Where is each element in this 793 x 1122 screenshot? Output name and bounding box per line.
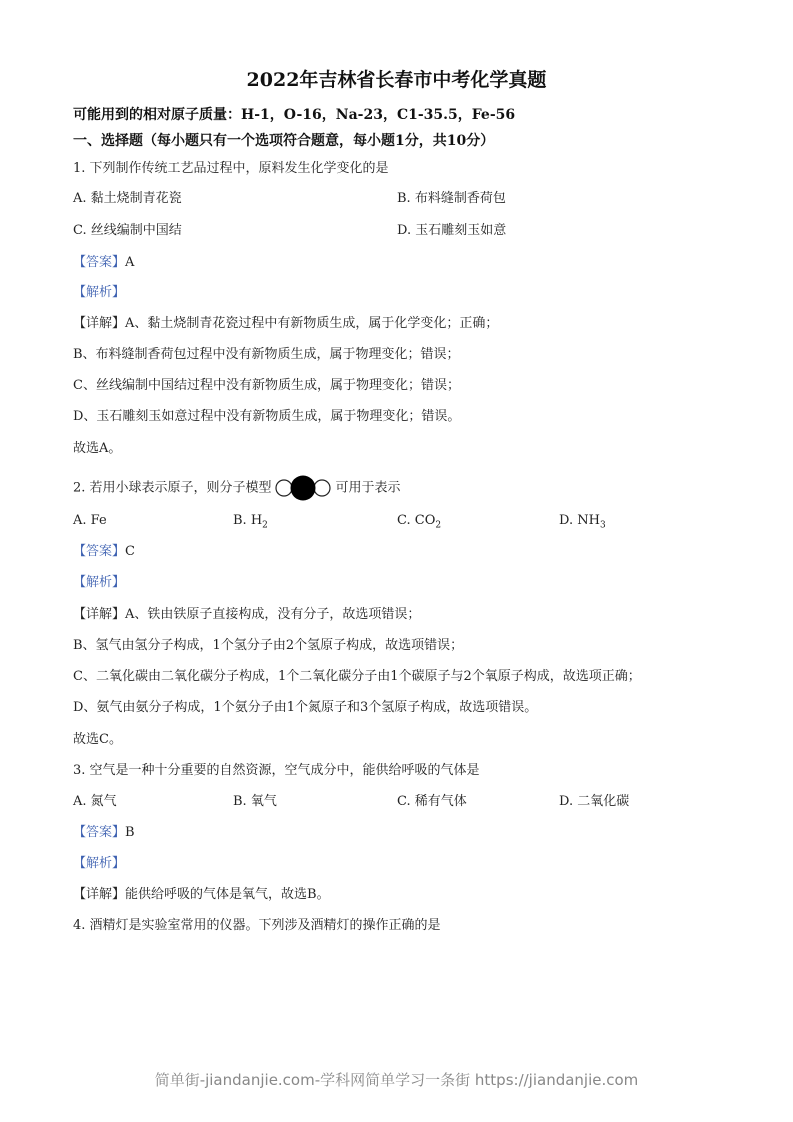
question-1-answer [73,254,134,272]
question-3-option-c: C. 稀有气体 [397,794,467,809]
question-3-detail-line [73,886,330,904]
answer-value: A [125,255,135,270]
answer-value: C [125,544,135,559]
detail-tag: 【详解】 [73,316,126,331]
molecule-model-icon [274,474,332,502]
question-3-stem: 3. 空气是一种十分重要的自然资源，空气成分中，能供给呼吸的气体是 [73,763,480,778]
question-2-stem [73,474,401,502]
detail-tag: 【详解】 [73,887,126,902]
question-1-detail-line: D、玉石雕刻玉如意过程中没有新物质生成，属于物理变化；错误。 [73,409,461,424]
question-1-option-d: D. 玉石雕刻玉如意 [397,223,507,238]
question-2-analysis-tag: 【解析】 [73,575,126,590]
question-2-option-b: B. $H_2$ [233,513,268,531]
question-3-answer [73,824,135,842]
detail-tag: 【详解】 [73,607,126,622]
question-2-detail-line [73,606,420,624]
question-1-analysis-tag: 【解析】 [73,285,126,300]
question-2-detail-line: B、氢气由氢分子构成，1个氢分子由2个氢原子构成，故选项错误； [73,638,464,653]
question-1-option-c: C. 丝线编制中国结 [73,223,182,238]
question-3-option-d: D. 二氧化碳 [559,794,630,809]
question-2-option-a: A. Fe [73,513,107,528]
stem-before: 2. 若用小球表示原子，则分子模型 [73,480,272,496]
answer-tag: 【答案】 [73,544,126,559]
question-2-detail-line: D、氨气由氨分子构成，1个氨分子由1个氮原子和3个氢原子构成，故选项错误。 [73,700,538,715]
answer-tag: 【答案】 [73,255,126,270]
question-2-answer [73,543,135,561]
question-3-option-b: B. 氧气 [233,794,277,809]
answer-tag: 【答案】 [73,825,126,840]
question-1-detail-line [73,315,498,333]
page-title: 2022年吉林省长春市中考化学真题 [246,69,547,91]
atomic-masses-line: 可能用到的相对原子质量：H-1，O-16，Na-23，C1-35.5，Fe-56 [73,107,516,123]
detail-text: 能供给呼吸的气体是氧气，故选B。 [125,887,330,902]
section-heading: 一、选择题（每小题只有一个选项符合题意，每小题1分，共10分） [73,133,495,149]
question-1-stem: 1. 下列制作传统工艺品过程中，原料发生化学变化的是 [73,161,389,176]
question-1-detail-line: B、布料缝制香荷包过程中没有新物质生成，属于物理变化；错误； [73,347,460,362]
footer-watermark: 简单街-jiandanjie.com-学科网简单学习一条街 https://jiandanjie.com [154,1071,639,1089]
question-3-option-a: A. 氮气 [73,794,117,809]
question-3-analysis-tag: 【解析】 [73,856,126,871]
question-2-conclusion: 故选C。 [73,732,122,747]
question-1-option-a: A. 黏土烧制青花瓷 [73,191,182,206]
detail-text: A、黏土烧制青花瓷过程中有新物质生成，属于化学变化；正确； [125,316,499,331]
question-2-detail-line: C、二氧化碳由二氧化碳分子构成，1个二氧化碳分子由1个碳原子与2个氧原子构成，故选项正确； [73,669,641,684]
question-2-option-c: C. $CO_2$ [397,513,442,531]
question-4-stem: 4. 酒精灯是实验室常用的仪器。下列涉及酒精灯的操作正确的是 [73,918,441,933]
stem-after: 可用于表示 [335,480,401,496]
question-1-conclusion: 故选A。 [73,441,122,456]
answer-value: B [125,825,135,840]
question-2-option-d: D. $NH_3$ [559,513,606,531]
detail-text: A、铁由铁原子直接构成，没有分子，故选项错误； [125,607,421,622]
question-1-option-b: B. 布料缝制香荷包 [397,191,506,206]
question-1-detail-line: C、丝线编制中国结过程中没有新物质生成，属于物理变化；错误； [73,378,460,393]
